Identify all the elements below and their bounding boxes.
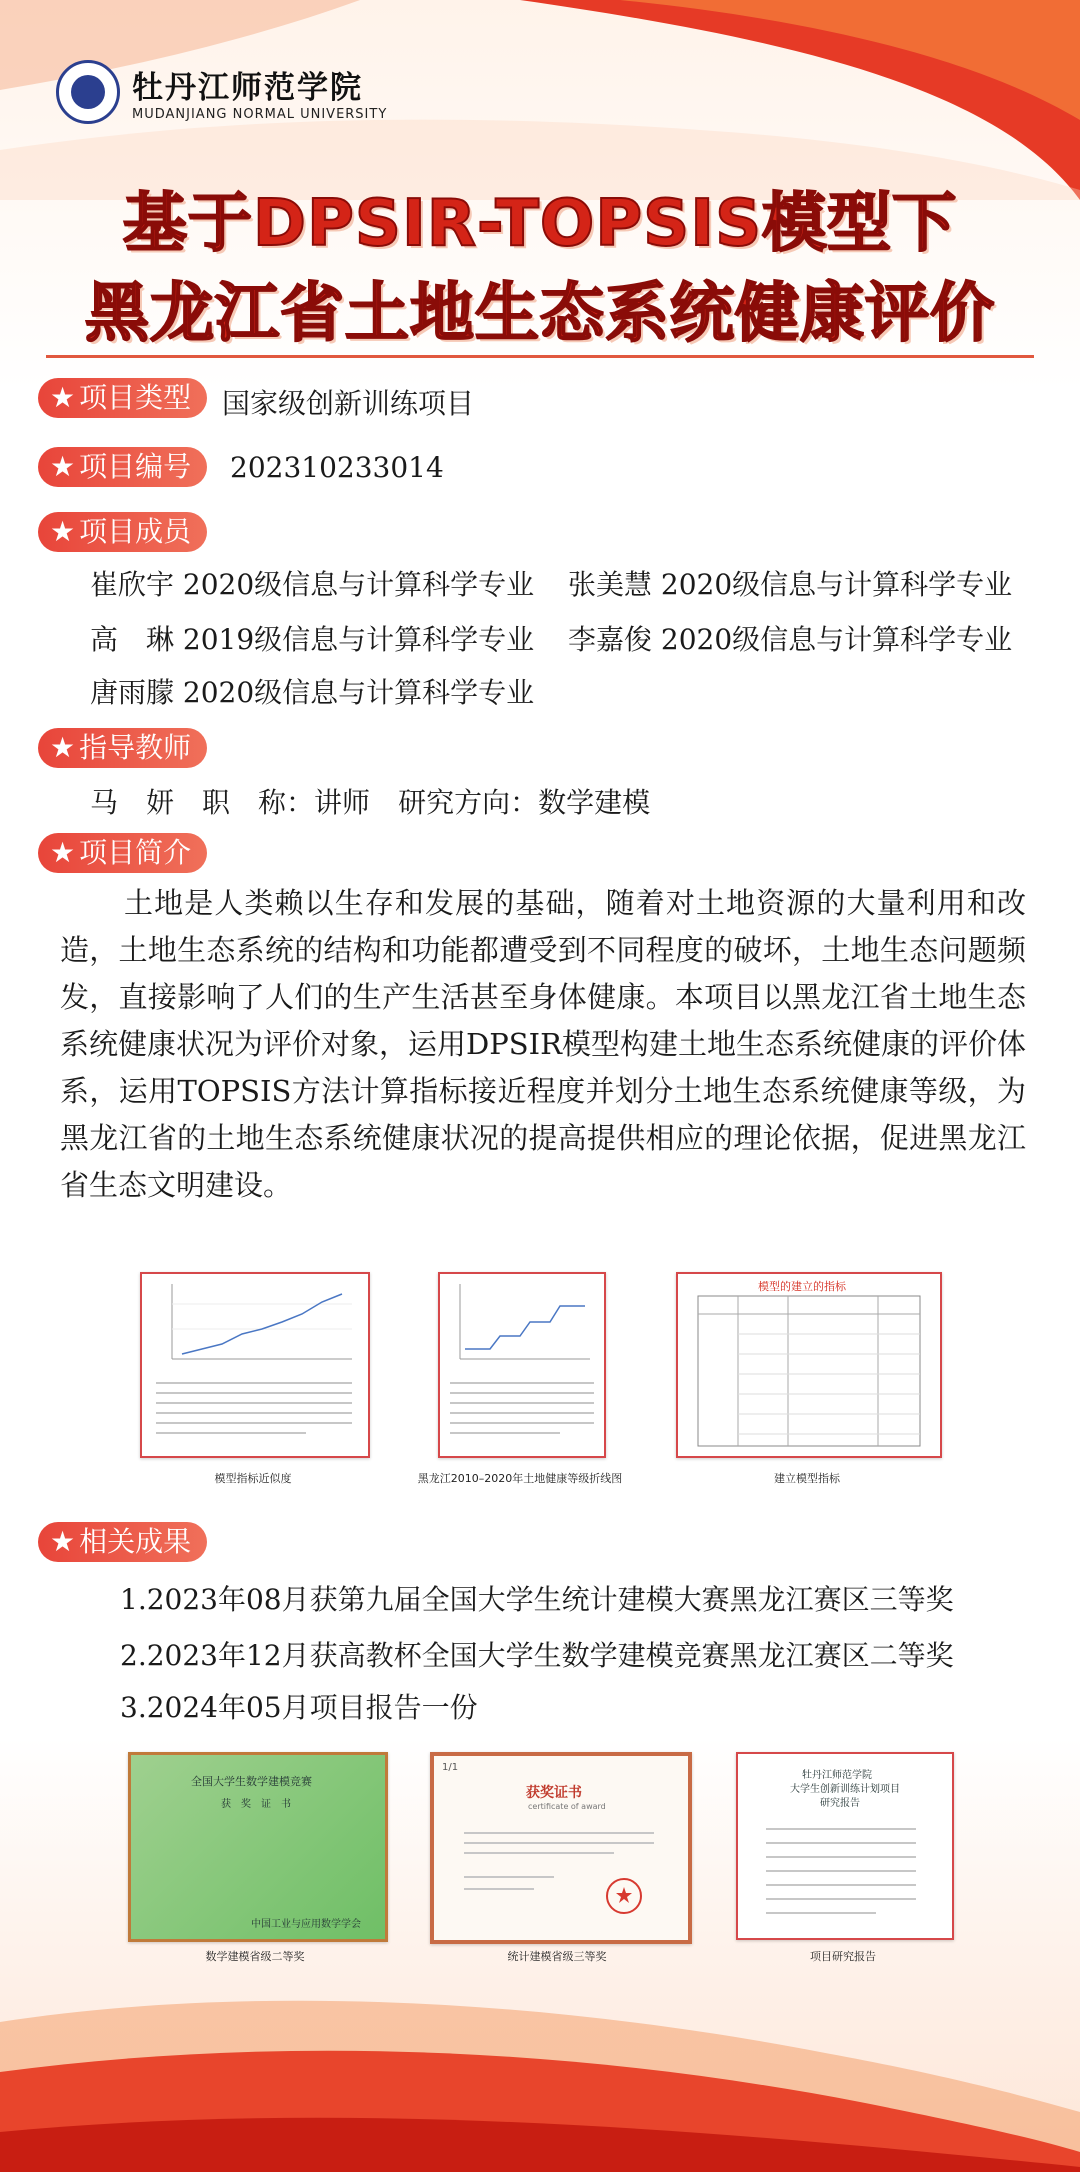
member-2: 张美慧 2020级信息与计算科学专业 [568,568,1013,601]
report-heading: 牡丹江师范学院 [802,1770,872,1781]
cert2-page: 1/1 [442,1762,459,1773]
result-item-3: 3.2024年05月项目报告一份 [120,1691,478,1724]
report-sub1: 大学生创新训练计划项目 [790,1784,900,1795]
certificate-math-modeling [128,1752,388,1942]
member-1: 崔欣宇 2020级信息与计算科学专业 [90,568,535,601]
star-icon: ★ [50,381,76,414]
title-divider [46,355,1034,358]
star-icon: ★ [50,731,76,764]
certificate-caption-3: 项目研究报告 [810,1950,876,1963]
advisor-info: 马 妍 职 称：讲师 研究方向：数学建模 [90,786,651,819]
section-tag-results: ★ 相关成果 [38,1522,207,1562]
red-stamp-icon [604,1876,644,1916]
university-name-cn: 牡丹江师范学院 [132,70,363,106]
university-seal-icon [56,60,120,124]
cert1-sub: 获 奖 证 书 [221,1799,291,1810]
figure-similarity [140,1272,370,1458]
star-icon: ★ [50,836,76,869]
university-logo [56,60,387,124]
certificate-caption-2: 统计建模省级三等奖 [507,1950,607,1963]
member-3: 高 琳 2019级信息与计算科学专业 [90,623,535,656]
model-table-heading: 模型的建立的指标 [758,1280,846,1293]
cert1-heading: 全国大学生数学建模竞赛 [191,1775,312,1788]
figure-caption-2: 黑龙江2010–2020年土地健康等级折线图 [417,1472,623,1485]
project-type-value: 国家级创新训练项目 [222,387,475,420]
result-item-2: 2.2023年12月获高教杯全国大学生数学建模竞赛黑龙江赛区二等奖 [120,1639,954,1672]
project-report-cover [736,1752,954,1940]
member-5: 唐雨朦 2020级信息与计算科学专业 [90,676,535,709]
result-item-1: 1.2023年08月获第九届全国大学生统计建模大赛黑龙江赛区三等奖 [120,1583,954,1616]
figure-model-indicators [676,1272,942,1458]
section-tag-intro: ★ 项目简介 [38,833,207,873]
figure-health-line [438,1272,606,1458]
certificate-statistics-modeling [430,1752,692,1944]
university-name-en: MUDANJIANG NORMAL UNIVERSITY [132,107,388,122]
title-line-2: 黑龙江省土地生态系统健康评价 [85,277,995,351]
section-tag-advisor: ★ 指导教师 [38,728,207,768]
section-tag-type: ★ 项目类型 [38,378,207,418]
certificate-caption-1: 数学建模省级二等奖 [205,1950,305,1963]
section-tag-number: ★ 项目编号 [38,447,207,487]
health-level-line-chart [440,1274,604,1374]
cert2-heading: 获奖证书 [526,1785,582,1801]
report-sub2: 研究报告 [820,1798,860,1809]
project-number-value: 202310233014 [230,451,444,484]
star-icon: ★ [50,515,76,548]
similarity-line-chart [142,1274,368,1374]
title-line-1: 基于DPSIR-TOPSIS模型下 [122,187,958,261]
member-4: 李嘉俊 2020级信息与计算科学专业 [568,623,1013,656]
figure-caption-1: 模型指标近似度 [214,1472,292,1485]
intro-paragraph: 土地是人类赖以生存和发展的基础，随着对土地资源的大量利用和改造，土地生态系统的结构和功能都遭受到不同程度的破坏，土地生态问题频发，直接影响了人们的生产生活甚至身体健康。本项目以黑龙江省土地生态系统健康状况为评价对象，运用DPSIR模型构建土地生态系统健康的评价体系，运用TOPSIS方法计算指标接近程度并划分土地生态系统健康等级，为黑龙江省的土地生态系统健康状况的提高提供相应的理论依据，促进黑龙江省生态文明建设。 [60,886,1026,1202]
star-icon: ★ [50,1525,76,1558]
figure-caption-3: 建立模型指标 [774,1472,840,1485]
bottom-wave-decoration [0,1962,1080,2172]
cert2-sub: certificate of award [528,1802,606,1811]
cert1-org: 中国工业与应用数学学会 [251,1919,361,1930]
section-tag-members: ★ 项目成员 [38,512,207,552]
star-icon: ★ [50,450,76,483]
indicator-table-icon [678,1294,940,1454]
